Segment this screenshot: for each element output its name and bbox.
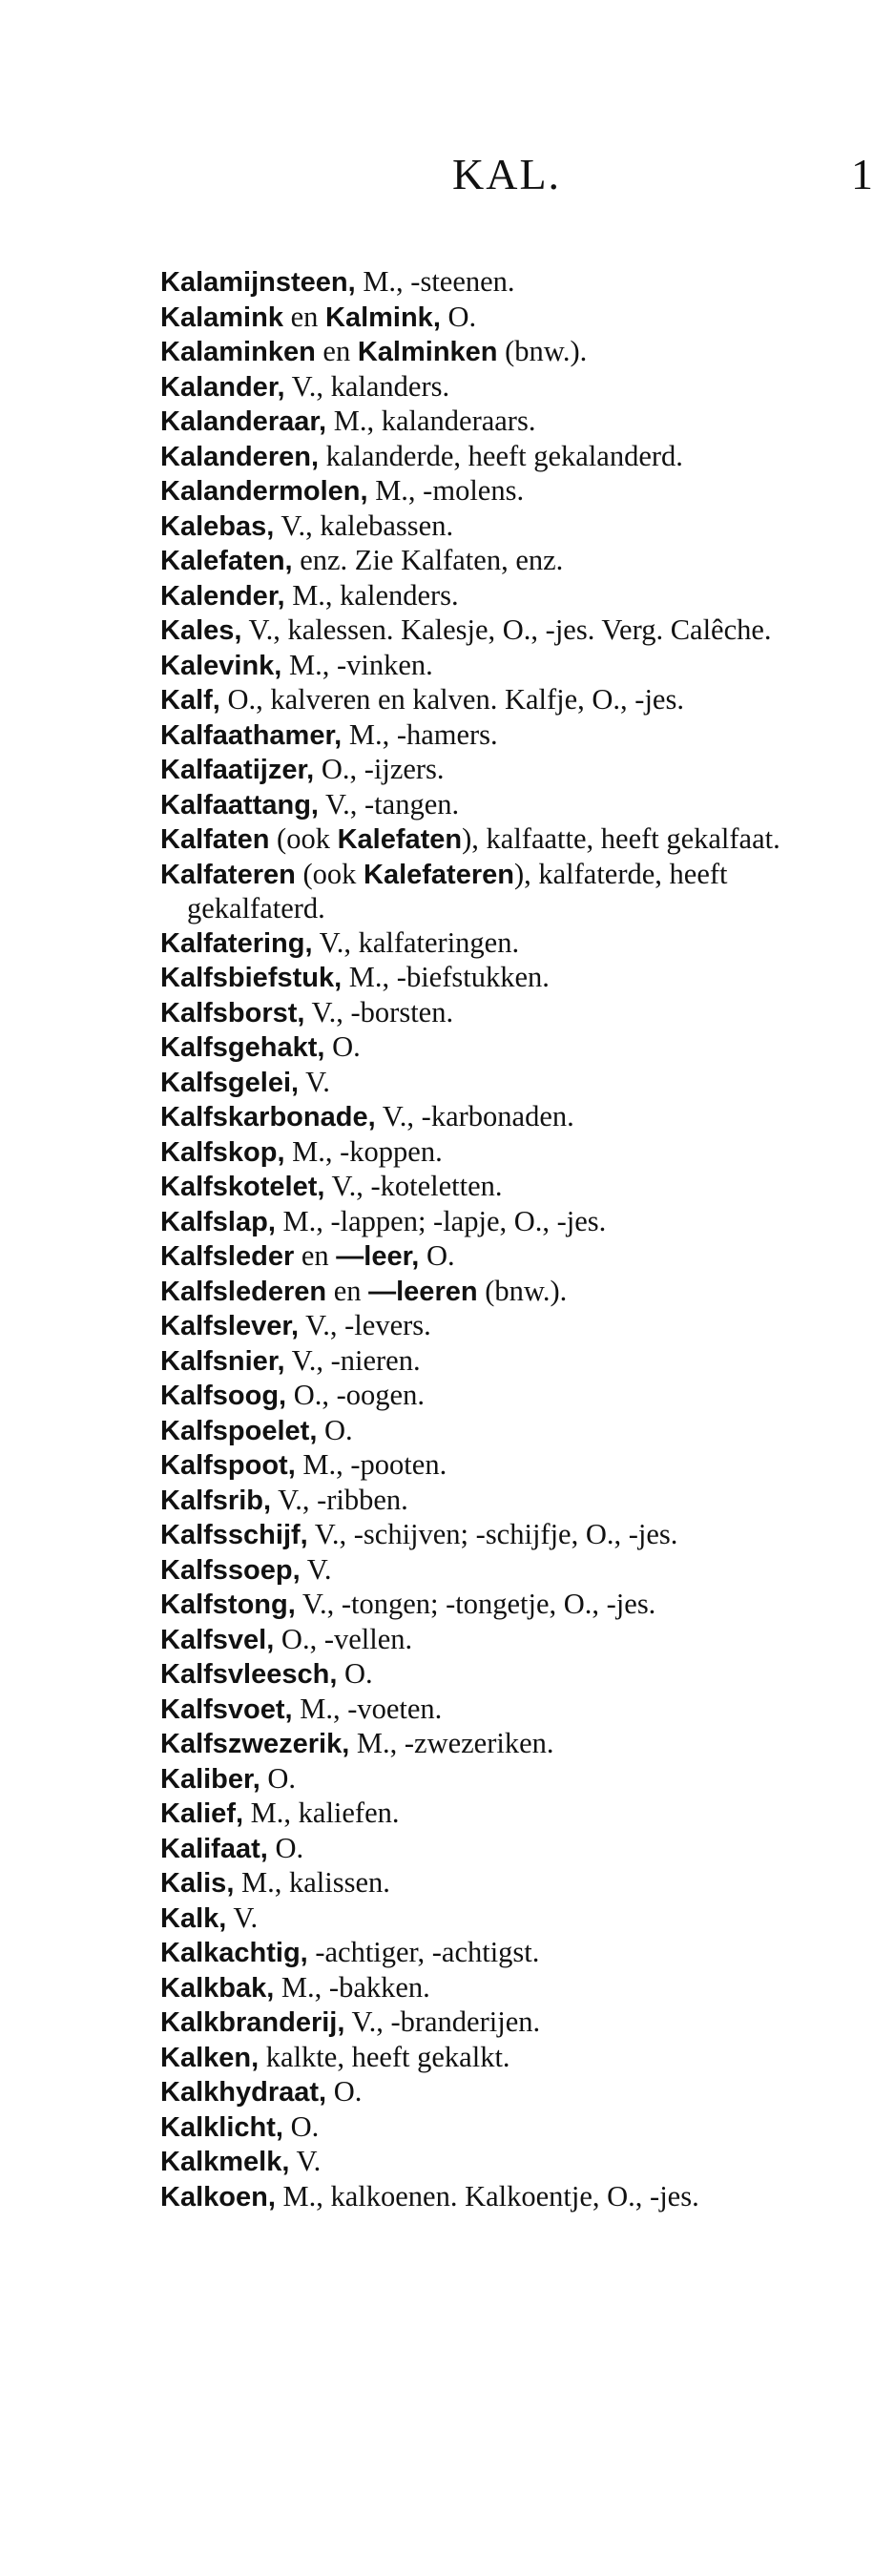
headword: Kalklicht, <box>160 2111 283 2143</box>
entry-gloss: O. <box>324 1030 361 1063</box>
dictionary-entry <box>160 1866 857 1901</box>
entry-gloss: M., -lappen; -lapje, O., -jes. <box>275 1204 607 1237</box>
headword: Kalfsgehakt, <box>160 1032 325 1063</box>
headword: Kalfskop, <box>160 1136 285 1168</box>
dictionary-entry <box>160 2110 857 2146</box>
headword: Kalfsnier, <box>160 1345 285 1377</box>
dictionary-entry <box>160 1518 857 1553</box>
headword: Kalander, <box>160 371 285 403</box>
entry-gloss: M., kalkoenen. Kalkoentje, O., -jes. <box>275 2179 699 2212</box>
headword: Kalender, <box>160 580 285 612</box>
headword: Kalanderen, <box>160 441 319 472</box>
entry-gloss: O. <box>326 2075 363 2108</box>
dictionary-entry <box>160 474 857 509</box>
entry-gloss: V., -ribben. <box>271 1483 408 1516</box>
headword: Kalf, <box>160 685 220 716</box>
entry-gloss: en <box>282 300 325 333</box>
headword: Kalamink <box>160 301 283 333</box>
dictionary-entry <box>160 1448 857 1484</box>
dictionary-entry <box>160 1553 857 1589</box>
entry-gloss-continued: (bnw.). <box>497 335 588 367</box>
headword: Kalanderaar, <box>160 406 327 437</box>
dictionary-entry <box>160 613 857 649</box>
entry-gloss-continued: ), kalfaterde, heeft gekalfaterd. <box>187 857 728 924</box>
dictionary-entry <box>160 1030 857 1066</box>
headword: Kalief, <box>160 1798 244 1829</box>
entry-gloss: O. <box>267 1831 304 1864</box>
headword: Kalk, <box>160 1902 227 1934</box>
entry-gloss: V., -nieren. <box>284 1343 421 1377</box>
headword-variant: Kalefaten <box>337 824 463 855</box>
headword: Kalfssoep, <box>160 1554 301 1586</box>
dictionary-entry <box>160 2180 857 2215</box>
dictionary-entry <box>160 1727 857 1762</box>
headword: Kalfstong, <box>160 1589 296 1620</box>
headword: Kalfsbiefstuk, <box>160 963 343 993</box>
headword: Kalifaat, <box>160 1833 268 1864</box>
dictionary-entry <box>160 1693 857 1728</box>
entry-gloss: M., kalanderaars. <box>326 405 536 437</box>
dictionary-entry <box>160 926 857 962</box>
dictionary-entry <box>160 370 857 405</box>
headword: Kalkbak, <box>160 1972 275 2004</box>
entry-gloss: M., -steenen. <box>355 265 515 298</box>
headword: Kalamijnsteen, <box>160 267 356 298</box>
headword: Kalefaten, <box>160 546 293 576</box>
dictionary-entry <box>160 1309 857 1344</box>
headword: Kalaminken <box>160 337 316 367</box>
entry-gloss: M., -zwezeriken. <box>349 1727 554 1759</box>
headword: Kalfateren <box>160 859 296 890</box>
dictionary-entry <box>160 961 857 996</box>
headword: Kalfaattang, <box>160 789 319 821</box>
entry-gloss: O. <box>282 2109 320 2143</box>
dictionary-entry <box>160 858 857 926</box>
entry-gloss: V., -koteletten. <box>324 1170 503 1202</box>
headword: Kalkbranderij, <box>160 2007 345 2038</box>
headword: Kalfsleder <box>160 1241 295 1272</box>
dictionary-entry <box>160 1484 857 1519</box>
dictionary-entry <box>160 718 857 754</box>
dictionary-entry <box>160 1623 857 1658</box>
headword-variant: —leeren <box>368 1276 478 1307</box>
entry-gloss: M., kaliefen. <box>243 1797 400 1829</box>
dictionary-entry <box>160 649 857 684</box>
headword: Kalfskarbonade, <box>160 1102 376 1132</box>
dictionary-entry <box>160 822 857 858</box>
entry-gloss: V., -tongen; -tongetje, O., -jes. <box>295 1588 656 1620</box>
dictionary-entry <box>160 1797 857 1832</box>
entry-gloss: V., kalfateringen. <box>312 925 520 959</box>
entry-gloss: O. <box>337 1657 373 1690</box>
headword: Kalfslever, <box>160 1311 300 1341</box>
dictionary-entry <box>160 1762 857 1797</box>
dictionary-entry <box>160 683 857 718</box>
entry-gloss: O. <box>260 1761 297 1795</box>
headword: Kalkmelk, <box>160 2147 290 2177</box>
entry-gloss: en <box>326 1274 369 1307</box>
entry-gloss: M., -vinken. <box>281 648 433 681</box>
entry-gloss: M., -voeten. <box>292 1692 443 1725</box>
entry-gloss: M., -bakken. <box>274 1970 430 2004</box>
headword-variant: Kalefateren <box>364 859 514 890</box>
entry-gloss: O., -oogen. <box>286 1379 425 1411</box>
entry-gloss-continued: (bnw.). <box>477 1274 568 1307</box>
headword: Kalkachtig, <box>160 1938 308 1968</box>
dictionary-entry <box>160 1239 857 1275</box>
entry-gloss-continued: ), kalfaatte, heeft gekalfaat. <box>462 822 780 855</box>
headword: Kalkhydraat, <box>160 2077 327 2108</box>
headword: Kaliber, <box>160 1763 260 1795</box>
entry-gloss: -achtiger, -achtigst. <box>307 1936 540 1968</box>
entry-gloss: kalanderde, heeft gekalanderd. <box>319 439 683 472</box>
headword: Kalfskotelet, <box>160 1172 325 1202</box>
entry-gloss: V. <box>299 1065 330 1098</box>
headword: Kalfsborst, <box>160 997 305 1028</box>
headword: Kalfsvel, <box>160 1624 275 1655</box>
dictionary-entry <box>160 335 857 370</box>
entry-gloss: V., -schijven; -schijfje, O., -jes. <box>307 1518 678 1550</box>
entry-gloss: M., -pooten. <box>295 1448 447 1481</box>
headword: Kalis, <box>160 1868 235 1899</box>
entry-gloss: V., kalebassen. <box>274 509 454 542</box>
dictionary-entry <box>160 1100 857 1135</box>
dictionary-entry <box>160 2145 857 2180</box>
entry-gloss: enz. Zie Kalfaten, enz. <box>292 544 564 576</box>
entry-gloss: O., kalveren en kalven. Kalfje, O., -jes. <box>219 683 684 716</box>
entry-list <box>160 265 857 2214</box>
dictionary-entry <box>160 301 857 336</box>
page-header-title: KAL. <box>452 150 562 198</box>
headword: Kalfaatijzer, <box>160 755 315 785</box>
dictionary-entry <box>160 2075 857 2110</box>
dictionary-entry <box>160 405 857 440</box>
entry-gloss: V., -levers. <box>299 1309 431 1341</box>
headword: Kalfszwezerik, <box>160 1729 350 1759</box>
dictionary-entry <box>160 1971 857 2006</box>
dictionary-entry <box>160 1135 857 1171</box>
dictionary-entry <box>160 1414 857 1449</box>
dictionary-entry <box>160 1170 857 1205</box>
headword: Kalfslederen <box>160 1276 327 1307</box>
headword: Kales, <box>160 615 242 646</box>
dictionary-entry <box>160 2005 857 2041</box>
entry-gloss: M., -koppen. <box>284 1134 443 1168</box>
headword: Kalandermolen, <box>160 476 368 507</box>
dictionary-entry <box>160 1344 857 1380</box>
headword: Kalfsrib, <box>160 1485 272 1516</box>
dictionary-entry <box>160 788 857 823</box>
entry-gloss-continued: O. <box>440 300 477 333</box>
entry-gloss: en <box>294 1239 337 1272</box>
entry-gloss: V. <box>289 2145 322 2177</box>
entry-gloss: (ook <box>269 822 338 855</box>
headword: Kalfslap, <box>160 1206 276 1237</box>
headword: Kalfspoot, <box>160 1450 296 1481</box>
headword: Kalkoen, <box>160 2181 276 2212</box>
entry-gloss: V., kalessen. Kalesje, O., -jes. Verg. Calêche. <box>241 613 772 646</box>
dictionary-entry <box>160 509 857 545</box>
dictionary-entry <box>160 1588 857 1623</box>
dictionary-entry <box>160 1657 857 1693</box>
dictionary-entry <box>160 996 857 1031</box>
dictionary-entry <box>160 579 857 614</box>
entry-gloss: M., kalissen. <box>234 1866 390 1899</box>
headword: Kalevink, <box>160 650 282 681</box>
dictionary-entry <box>160 753 857 788</box>
headword: Kalfatering, <box>160 927 313 959</box>
headword-variant: Kalmink, <box>325 301 441 333</box>
entry-gloss: V., -karbonaden. <box>375 1100 574 1132</box>
dictionary-entry <box>160 440 857 475</box>
entry-gloss: kalkte, heeft gekalkt. <box>259 2040 510 2073</box>
page-number: 1 <box>851 150 873 198</box>
entry-gloss: (ook <box>295 857 364 890</box>
entry-gloss: M., -biefstukken. <box>342 961 550 993</box>
headword-variant: —leer, <box>336 1241 420 1272</box>
headword: Kalfaathamer, <box>160 719 343 751</box>
entry-gloss: V. <box>300 1552 332 1586</box>
entry-gloss: V., -tangen. <box>318 787 460 821</box>
entry-gloss: V. <box>226 1901 259 1934</box>
entry-gloss: O., -ijzers. <box>314 753 445 785</box>
headword: Kalfsoog, <box>160 1381 287 1411</box>
headword: Kalfsschijf, <box>160 1520 308 1550</box>
dictionary-entry <box>160 1379 857 1414</box>
dictionary-entry <box>160 1832 857 1867</box>
headword: Kalfspoelet, <box>160 1415 318 1446</box>
entry-gloss: V., -borsten. <box>304 995 454 1028</box>
dictionary-entry <box>160 2041 857 2076</box>
dictionary-entry <box>160 1066 857 1101</box>
headword: Kalebas, <box>160 510 275 542</box>
dictionary-entry <box>160 265 857 301</box>
headword: Kalfaten <box>160 824 270 855</box>
headword-variant: Kalminken <box>357 337 498 367</box>
dictionary-entry <box>160 544 857 579</box>
entry-gloss: V., -branderijen. <box>344 2005 541 2038</box>
dictionary-entry <box>160 1901 857 1937</box>
entry-gloss: M., -molens. <box>367 474 525 507</box>
headword: Kalken, <box>160 2042 260 2073</box>
entry-gloss: O., -vellen. <box>274 1622 413 1655</box>
headword: Kalfsgelei, <box>160 1067 300 1098</box>
entry-gloss: M., kalenders. <box>284 578 459 612</box>
dictionary-entry <box>160 1275 857 1310</box>
entry-gloss: V., kalanders. <box>284 369 450 403</box>
headword: Kalfsvoet, <box>160 1693 293 1725</box>
entry-gloss: M., -hamers. <box>342 717 498 751</box>
dictionary-entry <box>160 1936 857 1971</box>
dictionary-entry <box>160 1205 857 1240</box>
headword: Kalfsvleesch, <box>160 1659 338 1690</box>
entry-gloss: en <box>315 335 358 367</box>
entry-gloss-continued: O. <box>419 1239 455 1272</box>
entry-gloss: O. <box>317 1413 353 1446</box>
